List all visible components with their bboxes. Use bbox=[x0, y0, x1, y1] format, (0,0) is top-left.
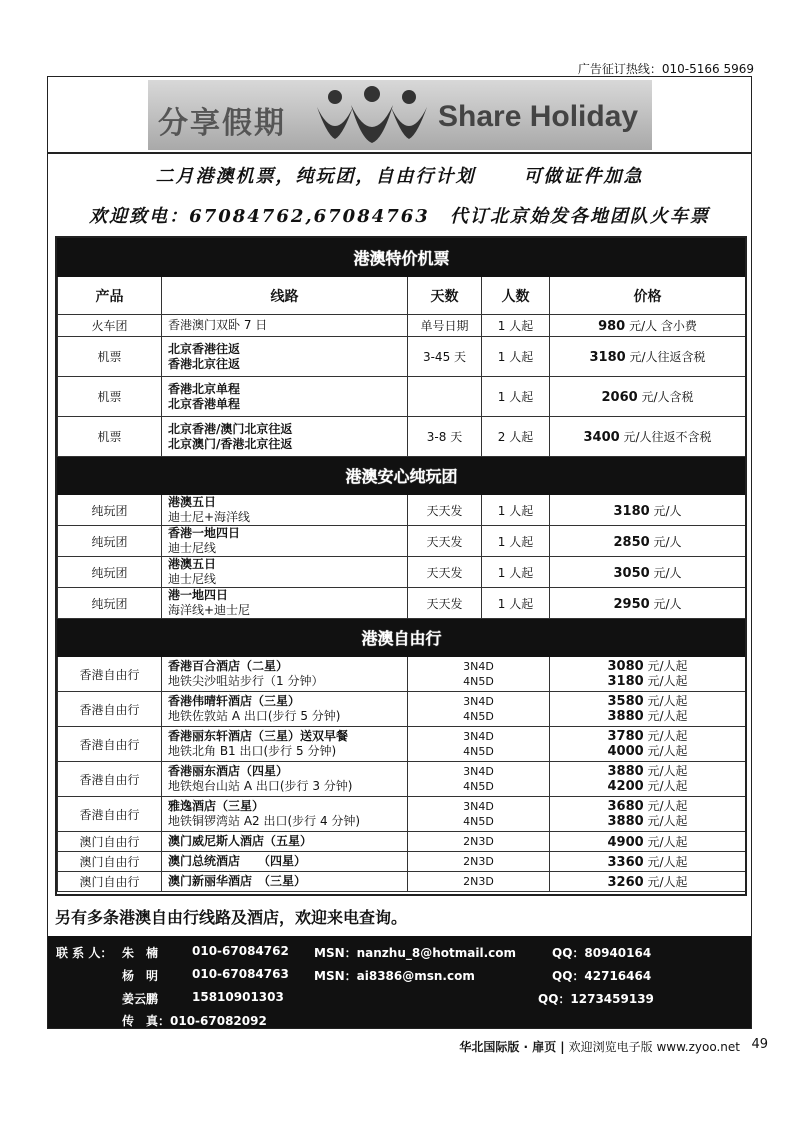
price-value: 3880 bbox=[607, 709, 644, 724]
row-days bbox=[408, 377, 482, 417]
price-value: 3180 bbox=[589, 350, 626, 365]
row-people: 1 人起 bbox=[482, 315, 550, 337]
price-value: 3050 bbox=[613, 565, 650, 581]
more-routes-note: 另有多条港澳自由行线路及酒店，欢迎来电查询。 bbox=[55, 908, 408, 927]
price-table-grid bbox=[57, 238, 746, 892]
promo-line-2: 欢迎致电：67084762,67084763 代订北京始发各地团队火车票 bbox=[89, 206, 710, 227]
price-suffix: 元/人起 bbox=[647, 814, 688, 828]
row-product: 澳门自由行 bbox=[58, 832, 162, 852]
price-value: 3780 bbox=[607, 729, 644, 744]
row-product: 机票 bbox=[58, 337, 162, 377]
row-days: 2N3D bbox=[408, 872, 550, 892]
row-price bbox=[550, 526, 746, 557]
contact-panel bbox=[48, 936, 751, 1028]
price-line-1 bbox=[556, 729, 739, 744]
price-suffix: 元/人 bbox=[653, 503, 682, 518]
row-price bbox=[550, 417, 746, 457]
table-row bbox=[58, 832, 746, 852]
price-suffix: 元/人往返含税 bbox=[629, 350, 706, 364]
contact-name-3: 姜云鹏 bbox=[122, 992, 159, 1006]
logo-chinese: 分享假期 bbox=[158, 106, 286, 141]
footer-edition: 华北国际版 · 扉页 bbox=[459, 1040, 557, 1054]
row-price bbox=[550, 852, 746, 872]
row-product: 香港自由行 bbox=[58, 657, 162, 692]
route-line-1: 港澳五日 bbox=[168, 495, 217, 509]
row-people: 1 人起 bbox=[482, 526, 550, 557]
table-row bbox=[58, 495, 746, 526]
price-line-1 bbox=[556, 659, 739, 674]
contact-qq-2: QQ：42716464 bbox=[552, 969, 652, 983]
route-line-2: 迪士尼+海洋线 bbox=[168, 510, 251, 524]
price-line-2 bbox=[556, 674, 739, 689]
footer-divider: | bbox=[560, 1040, 565, 1054]
row-days: 3-8 天 bbox=[408, 417, 482, 457]
contact-phone-1: 010-67084762 bbox=[192, 944, 289, 958]
promo-line-1-left: 二月港澳机票，纯玩团，自由行计划 bbox=[155, 166, 476, 187]
price-value: 3400 bbox=[583, 430, 620, 445]
contact-qq-1: QQ：80940164 bbox=[552, 946, 652, 960]
row-price bbox=[550, 727, 746, 762]
days-option-1: 3N4D bbox=[463, 800, 494, 813]
route-line-2: 海洋线+迪士尼 bbox=[168, 603, 251, 617]
section-header-free bbox=[58, 619, 746, 657]
route-line-1: 香港丽东轩酒店（三星）送双早餐 bbox=[168, 729, 349, 743]
price-line-2 bbox=[556, 779, 739, 794]
price-suffix: 元/人起 bbox=[647, 659, 688, 673]
route-line-1: 港一地四日 bbox=[168, 588, 229, 602]
price-value: 3880 bbox=[607, 814, 644, 829]
days-option-2: 4N5D bbox=[463, 745, 494, 758]
promo-line-1 bbox=[48, 162, 751, 188]
row-days: 天天发 bbox=[408, 526, 482, 557]
row-price bbox=[550, 377, 746, 417]
price-suffix: 元/人 bbox=[653, 565, 682, 580]
row-route bbox=[162, 588, 408, 619]
people-logo-icon bbox=[313, 85, 431, 145]
col-route: 线路 bbox=[162, 277, 408, 315]
column-header-row bbox=[58, 277, 746, 315]
price-suffix: 元/人 bbox=[653, 534, 682, 549]
row-people: 1 人起 bbox=[482, 495, 550, 526]
row-people: 1 人起 bbox=[482, 557, 550, 588]
col-price: 价格 bbox=[550, 277, 746, 315]
route-line-1: 港澳五日 bbox=[168, 557, 217, 571]
page-footer bbox=[459, 1038, 740, 1055]
days-option-1: 3N4D bbox=[463, 730, 494, 743]
days-option-1: 3N4D bbox=[463, 660, 494, 673]
table-row bbox=[58, 852, 746, 872]
route-line-1: 香港伟晴轩酒店（三星） bbox=[168, 694, 301, 708]
row-days: 天天发 bbox=[408, 588, 482, 619]
page-number: 49 bbox=[751, 1037, 768, 1052]
price-value: 980 bbox=[598, 319, 626, 334]
row-days bbox=[408, 762, 550, 797]
price-suffix: 元/人往返不含税 bbox=[623, 430, 712, 444]
price-line-1 bbox=[556, 799, 739, 814]
route-line-2: 地铁佐敦站 A 出口(步行 5 分钟) bbox=[168, 709, 341, 723]
days-option-2: 4N5D bbox=[463, 815, 494, 828]
section-header-tours bbox=[58, 457, 746, 495]
route-line-1: 北京香港往返 bbox=[168, 341, 241, 356]
route-line-1: 香港丽东酒店（四星） bbox=[168, 764, 289, 778]
row-product: 香港自由行 bbox=[58, 692, 162, 727]
contact-qq-3: QQ：1273459139 bbox=[538, 992, 654, 1006]
row-days bbox=[408, 692, 550, 727]
contact-phone-2: 010-67084763 bbox=[192, 967, 289, 981]
contact-msn-1: MSN：nanzhu_8@hotmail.com bbox=[314, 946, 517, 960]
section-title-free: 港澳自由行 bbox=[361, 629, 442, 648]
price-suffix: 元/人起 bbox=[647, 764, 688, 778]
contact-name-1: 朱 楠 bbox=[122, 946, 159, 960]
row-days: 天天发 bbox=[408, 557, 482, 588]
col-people: 人数 bbox=[482, 277, 550, 315]
price-suffix: 元/人 bbox=[653, 596, 682, 611]
price-value: 3180 bbox=[613, 503, 650, 519]
price-value: 3580 bbox=[607, 694, 644, 709]
row-route bbox=[162, 762, 408, 797]
row-route: 澳门威尼斯人酒店（五星） bbox=[162, 832, 408, 852]
row-days bbox=[408, 657, 550, 692]
route-line-1: 北京香港/澳门北京往返 bbox=[168, 421, 293, 436]
price-line-2 bbox=[556, 744, 739, 759]
row-route bbox=[162, 657, 408, 692]
route-line-2: 迪士尼线 bbox=[168, 541, 217, 555]
table-row bbox=[58, 797, 746, 832]
row-days: 单号日期 bbox=[408, 315, 482, 337]
col-product: 产品 bbox=[58, 277, 162, 315]
row-route bbox=[162, 377, 408, 417]
row-days bbox=[408, 727, 550, 762]
route-line-2: 北京澳门/香港北京往返 bbox=[168, 436, 293, 451]
contact-phone-3: 15810901303 bbox=[192, 990, 284, 1004]
price-line-2 bbox=[556, 814, 739, 829]
route-line-1: 香港北京单程 bbox=[168, 381, 241, 396]
row-product: 香港自由行 bbox=[58, 727, 162, 762]
col-days: 天数 bbox=[408, 277, 482, 315]
row-product: 香港自由行 bbox=[58, 762, 162, 797]
header-divider bbox=[48, 152, 751, 154]
table-row bbox=[58, 526, 746, 557]
table-row bbox=[58, 657, 746, 692]
price-suffix: 元/人起 bbox=[647, 855, 688, 869]
row-route bbox=[162, 692, 408, 727]
row-price bbox=[550, 872, 746, 892]
row-product: 机票 bbox=[58, 417, 162, 457]
table-row bbox=[58, 315, 746, 337]
price-suffix: 元/人 含小费 bbox=[629, 319, 697, 333]
price-suffix: 元/人起 bbox=[647, 875, 688, 889]
section-header-flights bbox=[58, 239, 746, 277]
price-line-1 bbox=[556, 694, 739, 709]
route-line-2: 香港北京往返 bbox=[168, 356, 241, 371]
route-line-1: 雅逸酒店（三星） bbox=[168, 799, 265, 813]
route-line-2: 地铁炮台山站 A 出口(步行 3 分钟) bbox=[168, 779, 353, 793]
route-line-2: 地铁铜锣湾站 A2 出口(步行 4 分钟) bbox=[168, 814, 361, 828]
price-value: 3260 bbox=[607, 875, 644, 890]
logo-banner bbox=[148, 80, 652, 150]
promo-line-1-right: 可做证件加急 bbox=[523, 166, 644, 187]
row-price bbox=[550, 657, 746, 692]
price-value: 3080 bbox=[607, 659, 644, 674]
row-route: 澳门新丽华酒店 （三星） bbox=[162, 872, 408, 892]
price-line-2 bbox=[556, 709, 739, 724]
row-price bbox=[550, 315, 746, 337]
price-value: 3880 bbox=[607, 764, 644, 779]
row-people: 1 人起 bbox=[482, 588, 550, 619]
price-suffix: 元/人起 bbox=[647, 779, 688, 793]
row-people: 1 人起 bbox=[482, 377, 550, 417]
row-route bbox=[162, 495, 408, 526]
row-days: 3-45 天 bbox=[408, 337, 482, 377]
days-option-1: 3N4D bbox=[463, 765, 494, 778]
row-people: 1 人起 bbox=[482, 337, 550, 377]
table-row bbox=[58, 557, 746, 588]
logo-english: Share Holiday bbox=[438, 100, 639, 133]
row-days: 2N3D bbox=[408, 832, 550, 852]
section-title-tours: 港澳安心纯玩团 bbox=[345, 467, 458, 486]
price-suffix: 元/人起 bbox=[647, 799, 688, 813]
row-product: 纯玩团 bbox=[58, 526, 162, 557]
price-suffix: 元/人起 bbox=[647, 674, 688, 688]
section-title-flights: 港澳特价机票 bbox=[353, 249, 450, 268]
row-days bbox=[408, 797, 550, 832]
row-route bbox=[162, 337, 408, 377]
row-people: 2 人起 bbox=[482, 417, 550, 457]
row-price bbox=[550, 692, 746, 727]
row-price bbox=[550, 832, 746, 852]
days-option-1: 3N4D bbox=[463, 695, 494, 708]
row-days: 天天发 bbox=[408, 495, 482, 526]
row-price bbox=[550, 797, 746, 832]
price-value: 4000 bbox=[607, 744, 644, 759]
table-row bbox=[58, 588, 746, 619]
price-value: 3360 bbox=[607, 855, 644, 870]
price-value: 3680 bbox=[607, 799, 644, 814]
days-option-2: 4N5D bbox=[463, 675, 494, 688]
row-days: 2N3D bbox=[408, 852, 550, 872]
row-price bbox=[550, 495, 746, 526]
route-line-1: 香港一地四日 bbox=[168, 526, 241, 540]
row-price bbox=[550, 762, 746, 797]
contact-name-2: 杨 明 bbox=[122, 969, 159, 983]
price-value: 4900 bbox=[607, 835, 644, 850]
table-row bbox=[58, 337, 746, 377]
row-product: 澳门自由行 bbox=[58, 852, 162, 872]
table-row bbox=[58, 727, 746, 762]
price-suffix: 元/人起 bbox=[647, 709, 688, 723]
table-row bbox=[58, 872, 746, 892]
route-line-2: 地铁尖沙咀站步行（1 分钟） bbox=[168, 674, 324, 688]
route-line-2: 迪士尼线 bbox=[168, 572, 217, 586]
row-product: 火车团 bbox=[58, 315, 162, 337]
route-line-2: 北京香港单程 bbox=[168, 396, 241, 411]
row-product: 澳门自由行 bbox=[58, 872, 162, 892]
row-price bbox=[550, 337, 746, 377]
row-route bbox=[162, 727, 408, 762]
price-suffix: 元/人起 bbox=[647, 744, 688, 758]
price-suffix: 元/人起 bbox=[647, 694, 688, 708]
row-product: 纯玩团 bbox=[58, 557, 162, 588]
row-route bbox=[162, 797, 408, 832]
route-line-2: 地铁北角 B1 出口(步行 5 分钟) bbox=[168, 744, 337, 758]
price-value: 2850 bbox=[613, 534, 650, 550]
footer-website: 欢迎浏览电子版 www.zyoo.net bbox=[568, 1040, 740, 1054]
contact-msn-2: MSN：ai8386@msn.com bbox=[314, 969, 475, 983]
row-route bbox=[162, 557, 408, 588]
row-route bbox=[162, 526, 408, 557]
table-row bbox=[58, 692, 746, 727]
row-product: 纯玩团 bbox=[58, 588, 162, 619]
days-option-2: 4N5D bbox=[463, 710, 494, 723]
table-row bbox=[58, 377, 746, 417]
row-product: 机票 bbox=[58, 377, 162, 417]
row-price bbox=[550, 588, 746, 619]
contact-fax: 传 真：010-67082092 bbox=[122, 1014, 267, 1028]
row-route: 香港澳门双卧 7 日 bbox=[162, 315, 408, 337]
days-option-2: 4N5D bbox=[463, 780, 494, 793]
row-price bbox=[550, 557, 746, 588]
price-suffix: 元/人起 bbox=[647, 729, 688, 743]
price-value: 2950 bbox=[613, 596, 650, 612]
ad-hotline: 广告征订热线：010-5166 5969 bbox=[577, 62, 754, 76]
price-suffix: 元/人起 bbox=[647, 835, 688, 849]
table-row bbox=[58, 417, 746, 457]
row-route bbox=[162, 417, 408, 457]
route-line-1: 香港百合酒店（二星） bbox=[168, 659, 289, 673]
row-product: 纯玩团 bbox=[58, 495, 162, 526]
price-value: 3180 bbox=[607, 674, 644, 689]
price-table bbox=[55, 236, 747, 896]
row-route: 澳门总统酒店 （四星） bbox=[162, 852, 408, 872]
contact-label: 联 系 人： bbox=[56, 946, 113, 960]
table-row bbox=[58, 762, 746, 797]
price-suffix: 元/人含税 bbox=[641, 390, 694, 404]
price-value: 2060 bbox=[601, 390, 638, 405]
row-product: 香港自由行 bbox=[58, 797, 162, 832]
price-line-1 bbox=[556, 764, 739, 779]
price-value: 4200 bbox=[607, 779, 644, 794]
